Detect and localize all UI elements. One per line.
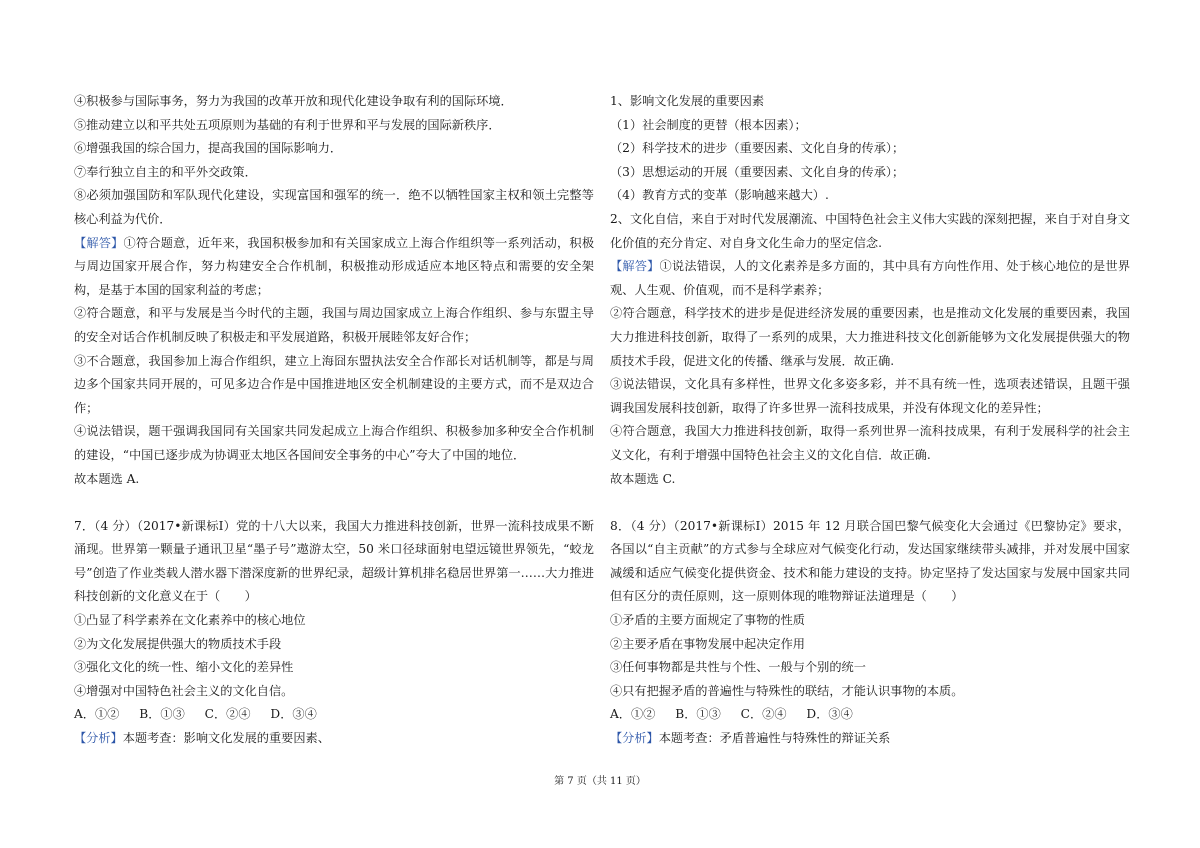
list-item: 1、影响文化发展的重要因素	[610, 94, 765, 108]
choice-c: C．②④	[740, 707, 787, 722]
option-item: ①矛盾的主要方面规定了事物的性质	[610, 613, 805, 628]
analysis-tag: 【分析】	[74, 731, 123, 746]
analysis-paragraph	[74, 727, 594, 751]
option-item: ④增强对中国特色社会主义的文化自信。	[74, 683, 294, 698]
question-7: 7．（4 分）（2017•新课标Ⅰ）党的十八大以来，我国大力推进科技创新，世界一流科技成果不断涌现。世界第一颗量子通讯卫星“墨子号”遨游太空，50 米口径球面射电望远镜世界领先，“蛟龙号”创造了作业类载人潜水器下潜深度新的世界纪录，超级计算机排名稳居世界第一……大力推进科技创新的文化意义在于（ ）	[74, 518, 594, 604]
option-item: ②主要矛盾在事物发展中起决定作用	[610, 636, 805, 651]
left-column	[74, 90, 594, 751]
option-item: ②为文化发展提供强大的物质技术手段	[74, 636, 282, 651]
answer-line: ②符合题意，科学技术的进步是促进经济发展的重要因素，也是推动文化发展的重要因素，我国大力推进科技创新，取得了一系列的成果，大力推进科技文化创新能够为文化发展提供强大的物质技术手段，促进文化的传播、继承与发展．故正确.	[610, 306, 1130, 368]
answer-line: ③不合题意，我国参加上海合作组织，建立上海囧东盟执法安全合作部长对话机制等，都是与周边多个国家共同开展的，可见多边合作是中国推进地区安全机制建设的主要方式，而不是双边合作；	[74, 353, 594, 415]
list-item: 2、文化自信，来自于对时代发展潮流、中国特色社会主义伟大实践的深刻把握，来自于对自身文化价值的充分肯定、对自身文化生命力的坚定信念.	[610, 211, 1130, 250]
option-item: ④只有把握矛盾的普遍性与特殊性的联结，才能认识事物的本质。	[610, 683, 964, 698]
list-item: ④积极参与国际事务，努力为我国的改革开放和现代化建设争取有利的国际环境．	[74, 94, 513, 108]
right-column	[610, 90, 1130, 751]
choice-b: B．①③	[675, 707, 721, 722]
answer-line: ③说法错误，文化具有多样性，世界文化多姿多彩，并不具有统一性，选项表述错误，且题干强调我国发展科技创新，取得了许多世界一流科技成果，并没有体现文化的差异性；	[610, 377, 1130, 415]
option-item: ③任何事物都是共性与个性、一般与个别的统一	[610, 660, 866, 675]
answer-line: ④说法错误，题干强调我国同有关国家共同发起成立上海合作组织、积极参加多种安全合作机制的建设，“中国已逐步成为协调亚太地区各国间安全事务的中心”夸大了中国的地位．	[74, 424, 594, 462]
answer-text: ①符合题意，近年来，我国积极参加和有关国家成立上海合作组织等一系列活动，积极与周边国家开展合作，努力构建安全合作机制，积极推动形成适应本地区特点和需要的安全架构，是基于本国的国家利益的考虑；	[74, 235, 595, 297]
answer-paragraph	[610, 255, 1130, 302]
answer-line: ④符合题意，我国大力推进科技创新，取得一系列世界一流科技成果，有利于发展科学的社会主义文化，有利于增强中国特色社会主义的文化自信．故正确.	[610, 424, 1130, 462]
analysis-tag: 【分析】	[610, 731, 659, 746]
question-8: 8．（4 分）（2017•新课标Ⅰ）2015 年 12 月联合国巴黎气候变化大会通过《巴黎协定》要求，各国以“自主贡献”的方式参与全球应对气候变化行动，发达国家继续带头减排，并对发展中国家减缓和适应气候变化提供资金、技术和能力建设的支持。协定坚持了发达国家与发展中国家共同但有区分的责任原则，这一原则体现的唯物辩证法道理是（ ）	[610, 518, 1130, 604]
choice-row	[74, 703, 594, 727]
choice-d: D．③④	[270, 707, 317, 722]
choice-a: A．①②	[610, 707, 656, 722]
choice-a: A．①②	[74, 707, 120, 722]
list-item: ⑤推动建立以和平共处五项原则为基础的有利于世界和平与发展的国际新秩序．	[74, 117, 501, 132]
choice-d: D．③④	[806, 707, 853, 722]
option-item: ③强化文化的统一性、缩小文化的差异性	[74, 660, 294, 675]
analysis-text: 本题考查：矛盾普遍性与特殊性的辩证关系	[658, 731, 891, 746]
answer-conclusion: 故本题选 A.	[74, 471, 140, 486]
analysis-paragraph	[610, 727, 1130, 751]
choice-row	[610, 703, 1130, 727]
choice-c: C．②④	[204, 707, 251, 722]
list-item: （2）科学技术的进步（重要因素、文化自身的传承）；	[610, 141, 905, 156]
list-item: ⑦奉行独立自主的和平外交政策．	[74, 164, 257, 179]
answer-paragraph	[74, 232, 594, 303]
answer-tag: 【解答】	[74, 235, 124, 250]
analysis-text: 本题考查：影响文化发展的重要因素、	[122, 731, 330, 746]
answer-text: ①说法错误，人的文化素养是多方面的，其中具有方向性作用、处于核心地位的是世界观、人生观、价值观，而不是科学素养；	[610, 259, 1131, 297]
option-item: ①凸显了科学素养在文化素养中的核心地位	[74, 613, 306, 628]
list-item: （4）教育方式的变革（影响越来越大）.	[610, 188, 829, 203]
list-item: （3）思想运动的开展（重要因素、文化自身的传承）；	[610, 164, 905, 179]
choice-b: B．①③	[139, 707, 185, 722]
page-footer: 第 7 页（共 11 页）	[554, 776, 646, 787]
answer-line: ②符合题意，和平与发展是当今时代的主题，我国与周边国家成立上海合作组织、参与东盟主导的安全对话合作机制反映了积极走和平发展道路，积极开展睦邻友好合作；	[74, 306, 594, 344]
answer-conclusion: 故本题选 C.	[610, 471, 676, 486]
list-item: ⑧必须加强国防和军队现代化建设，实现富国和强军的统一．绝不以牺牲国家主权和领土完整等核心利益为代价．	[74, 188, 594, 226]
answer-tag: 【解答】	[610, 259, 660, 274]
list-item: ⑥增强我国的综合国力，提高我国的国际影响力．	[74, 141, 343, 156]
list-item: （1）社会制度的更替（根本因素）；	[610, 117, 807, 132]
